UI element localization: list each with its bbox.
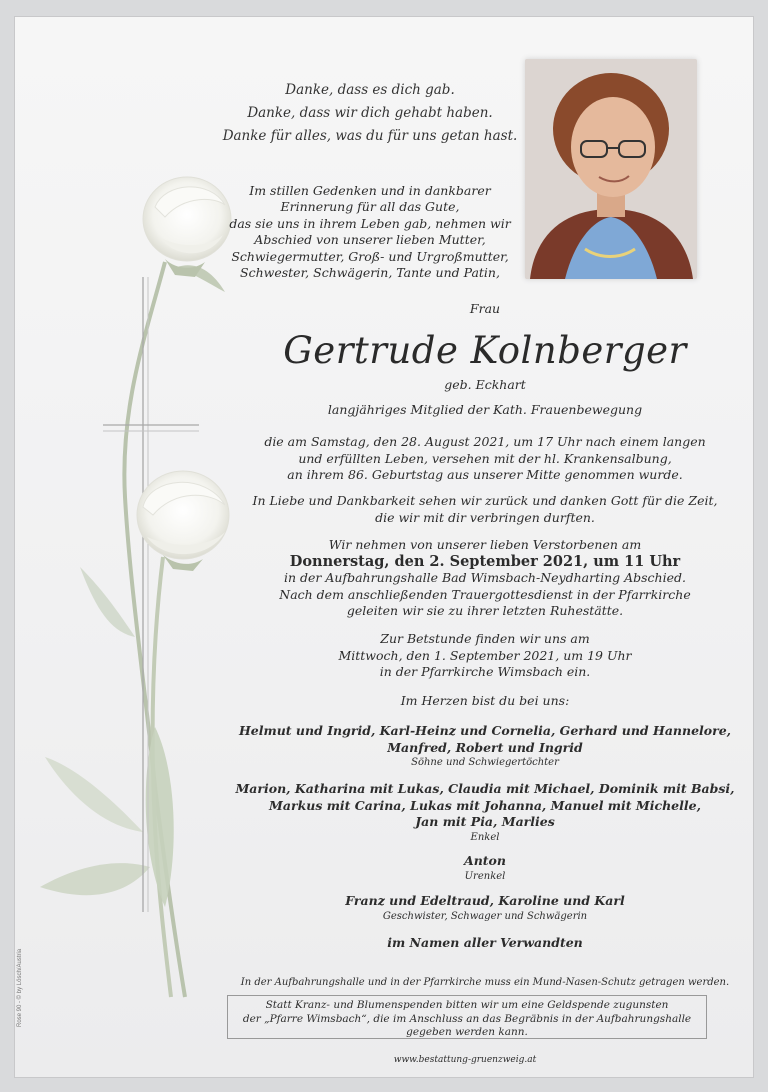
farewell-line: in der Aufbahrungshalle Bad Wimsbach-Neydharting Abschied. [284,570,686,585]
farewell-date: Donnerstag, den 2. September 2021, um 11 Uhr [289,552,681,570]
salutation: Frau [469,301,501,316]
siblings-group [215,893,755,923]
portrait-icon [525,59,697,279]
prayer-line: in der Pfarrkirche Wimsbach ein. [379,664,591,679]
leaf-icon [80,567,135,637]
death-notice [215,434,755,484]
obituary-card [14,16,754,1078]
mourner-line: Jan mit Pia, Marlies [415,814,555,829]
farewell-line: geleiten wir sie zu ihrer letzten Ruhestätte. [346,603,624,618]
death-notice-line: und erfüllten Leben, versehen mit der hl. Krankensalbung, [298,450,672,466]
intro-line: Schwiegermutter, Groß- und Urgroßmutter, [231,248,509,264]
website-link[interactable]: www.bestattung-gruenzweig.at [393,1055,537,1065]
deceased-name: Gertrude Kolnberger [283,329,687,372]
farewell-line: Nach dem anschließenden Trauergottesdienst in der Pfarrkirche [279,586,691,602]
heart-line: Im Herzen bist du bei uns: [400,693,570,708]
mourner-line: Marion, Katharina mit Lukas, Claudia mit Michael, Dominik mit Babsi, [235,781,735,796]
intro-line: Im stillen Gedenken und in dankbarer [249,183,491,198]
prayer-line: Zur Betstunde finden wir uns am [380,631,590,646]
gratitude-line: die wir mit dir verbringen durften. [375,509,595,525]
gratitude-line: In Liebe und Dankbarkeit sehen wir zurück und danken Gott für die Zeit, [252,493,718,508]
motto-line: Danke für alles, was du für uns getan hast. [222,128,518,144]
intro-line: das sie uns in ihrem Leben gab, nehmen wir [229,215,511,231]
mourner-line: Manfred, Robert und Ingrid [387,739,583,755]
mask-notice: In der Aufbahrungshalle und in der Pfarrkirche muss ein Mund-Nasen-Schutz getragen werden. [240,977,730,988]
death-notice-line: die am Samstag, den 28. August 2021, um 17 Uhr nach einem langen [264,434,706,449]
farewell-line: Wir nehmen von unserer lieben Verstorbenen am [328,537,642,552]
grandchildren-group [215,781,755,844]
intro-line: Abschied von unserer lieben Mutter, [254,232,486,248]
prayer-line: Mittwoch, den 1. September 2021, um 19 Uhr [338,647,632,663]
motto-line: Danke, dass es dich gab. [285,82,455,98]
brand-tag: Rose 90 - © by Lösch/Austria [17,948,23,1027]
donation-line: Statt Kranz- und Blumenspenden bitten wir um eine Geldspende zugunsten [265,999,669,1011]
donation-line: gegeben werden kann. [406,1026,528,1038]
gratitude [215,493,755,526]
mourner-line: Franz und Edeltraud, Karoline und Karl [345,893,625,908]
portrait-photo [525,59,697,279]
mourner-line: Helmut und Ingrid, Karl-Heinz und Cornelia, Gerhard und Hannelore, [238,723,732,738]
great-grandchildren-group [215,853,755,883]
mourner-line: Anton [464,853,506,868]
intro-line: Schwester, Schwägerin, Tante und Patin, [240,265,500,281]
mourner-line: Markus mit Carina, Lukas mit Johanna, Manuel mit Michelle, [269,797,701,813]
motto-line: Danke, dass wir dich gehabt haben. [247,105,493,121]
all-relatives: im Namen aller Verwandten [387,935,583,950]
leaf-icon [45,757,143,832]
donation-line: der „Pfarre Wimsbach“, die im Anschluss an das Begräbnis in der Aufbahrungshalle [242,1012,692,1025]
leaf-icon [40,863,150,895]
prayer-section [215,631,755,681]
motto [205,79,535,148]
intro-line: Erinnerung für all das Gute, [280,199,460,215]
intro-text [205,183,535,281]
mourner-label: Söhne und Schwiegertöchter [411,757,559,768]
mourner-label: Enkel [470,831,500,843]
membership: langjähriges Mitglied der Kath. Frauenbewegung [327,402,643,417]
mourner-label: Urenkel [464,870,506,882]
farewell-section [215,537,755,620]
death-notice-line: an ihrem 86. Geburtstag aus unserer Mitte genommen wurde. [287,467,683,482]
mourner-label: Geschwister, Schwager und Schwägerin [382,910,588,922]
leaf-icon [146,727,174,907]
maiden-name: geb. Eckhart [444,377,526,392]
children-group [215,723,755,769]
donation-box [227,995,707,1039]
